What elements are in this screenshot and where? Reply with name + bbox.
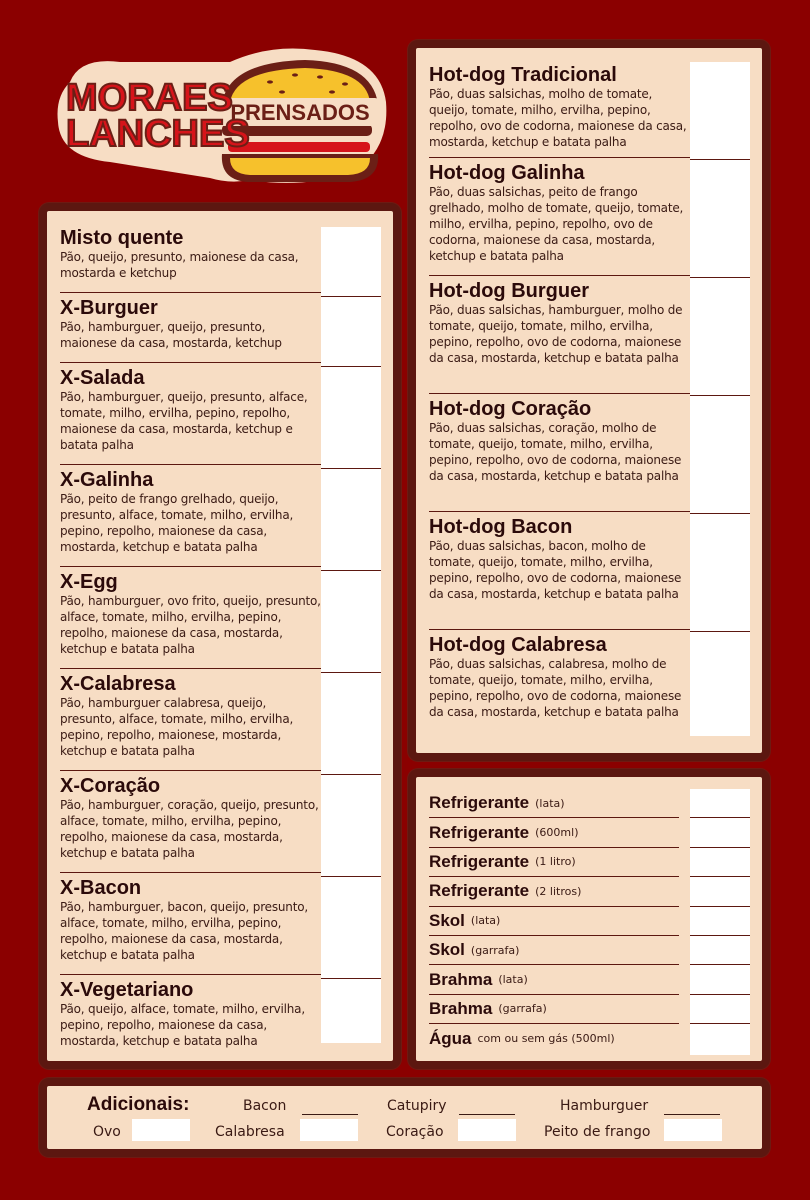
adicional-price-box [664, 1119, 722, 1141]
price-box [690, 907, 750, 936]
price-box [690, 965, 750, 994]
item-description: Pão, duas salsichas, coração, molho de tomate, queijo, tomate, milho, ervilha, pepino, repolho, ovo de codorna, maionese da casa, mostarda, ketchup e batata palha [429, 421, 682, 483]
drink-size: (garrafa) [498, 1002, 547, 1016]
price-box [321, 367, 381, 469]
item-name: X-Calabresa [60, 673, 176, 695]
item-description: Pão, peito de frango grelhado, queijo, presunto, alface, tomate, milho, ervilha, pepino, repolho, maionese da casa, mostarda, ketchup e batata palha [60, 492, 294, 554]
hotdog-panel [408, 40, 770, 761]
drink-name: Refrigerante [429, 881, 530, 901]
bebidas-price-column [690, 789, 750, 1055]
price-box [321, 227, 381, 297]
adicional-label: Coração [386, 1124, 444, 1140]
adicionais-title: Adicionais: [87, 1094, 190, 1115]
item-description: Pão, queijo, alface, tomate, milho, ervilha, pepino, repolho, maionese da casa, mostarda, ketchup e batata palha [60, 1002, 305, 1048]
menu-item [60, 223, 322, 293]
item-name: Hot-dog Burguer [429, 280, 589, 302]
adicional-price-box [132, 1119, 190, 1141]
price-box [321, 673, 381, 775]
adicional-label: Catupiry [387, 1098, 447, 1114]
menu-item [60, 465, 322, 567]
menu-item [60, 975, 322, 1061]
drink-item [429, 965, 679, 994]
drink-item [429, 907, 679, 936]
item-name: X-Egg [60, 571, 118, 593]
price-box [321, 979, 381, 1065]
drink-item [429, 877, 679, 906]
item-description: Pão, duas salsichas, peito de frango grelhado, molho de tomate, queijo, tomate, milho, ervilha, pepino, repolho, ovo de codorna, maionese da casa, mostarda, ketchup e batata palha [429, 185, 684, 263]
price-box [690, 160, 750, 278]
drink-name: Refrigerante [429, 793, 530, 813]
adicional-price-line [664, 1114, 720, 1115]
price-box [321, 469, 381, 571]
price-box [690, 632, 750, 750]
adicional-price-line [302, 1114, 358, 1115]
price-box [690, 848, 750, 877]
brand-subtitle [230, 100, 369, 125]
drink-size: (lata) [535, 796, 565, 810]
price-box [321, 775, 381, 877]
item-description: Pão, hamburguer, coração, queijo, presunto, alface, tomate, milho, ervilha, pepino, repolho, maionese da casa, mostarda, ketchup e batata palha [60, 798, 319, 860]
lanches-panel [39, 203, 401, 1069]
hotdog-list [429, 60, 691, 748]
price-box [321, 571, 381, 673]
price-box [321, 297, 381, 367]
item-name: X-Bacon [60, 877, 142, 899]
item-description: Pão, hamburguer, bacon, queijo, presunto, alface, tomate, milho, ervilha, pepino, repolho, maionese da casa, mostarda, ketchup e batata palha [60, 900, 308, 962]
drink-name: Brahma [429, 998, 493, 1018]
item-description: Pão, hamburguer, ovo frito, queijo, presunto, alface, tomate, milho, ervilha, pepino, repolho, maionese da casa, mostarda, ketchup e batata palha [60, 594, 321, 656]
drink-name: Refrigerante [429, 851, 530, 871]
lanches-price-column [321, 227, 381, 1043]
lanches-list [60, 223, 322, 1061]
item-description: Pão, hamburguer calabresa, queijo, presunto, alface, tomate, milho, ervilha, pepino, repolho, maionese, mostarda, ketchup e batata palha [60, 696, 294, 758]
menu-item [429, 60, 691, 158]
price-box [690, 936, 750, 965]
svg-text:LANCHES: LANCHES [66, 113, 250, 155]
price-box [690, 278, 750, 396]
brand-name [66, 77, 250, 155]
adicional-price-line [459, 1114, 515, 1115]
adicional-label: Ovo [93, 1124, 121, 1140]
adicional-label: Bacon [243, 1098, 287, 1114]
item-name: X-Coração [60, 775, 161, 797]
item-description: Pão, hamburguer, queijo, presunto, alface, tomate, milho, ervilha, pepino, repolho, maionese da casa, mostarda, ketchup e batata palha [60, 390, 308, 452]
svg-text:MORAES: MORAES [66, 77, 233, 119]
drink-size: (lata) [498, 973, 528, 987]
bebidas-list [429, 789, 679, 1054]
item-description: Pão, hamburguer, queijo, presunto, maionese da casa, mostarda, ketchup [60, 320, 282, 350]
drink-size: (garrafa) [470, 943, 520, 957]
bebidas-panel [408, 769, 770, 1069]
svg-text:PRENSADOS: PRENSADOS [230, 100, 370, 125]
drink-item [429, 818, 679, 847]
menu-item [429, 512, 691, 630]
adicional-label: Hamburguer [560, 1098, 649, 1114]
adicional-label: Peito de frango [544, 1124, 651, 1140]
adicional-price-box [300, 1119, 358, 1141]
menu-item [60, 669, 322, 771]
price-box [690, 995, 750, 1024]
menu-item [429, 630, 691, 748]
price-box [321, 877, 381, 979]
item-name: Hot-dog Coração [429, 398, 592, 420]
item-name: Hot-dog Calabresa [429, 634, 607, 656]
item-name: X-Vegetariano [60, 979, 194, 1001]
price-box [690, 396, 750, 514]
drink-size: (1 litro) [535, 855, 576, 869]
item-description: Pão, duas salsichas, hamburguer, molho de tomate, queijo, tomate, milho, ervilha, pepino, repolho, ovo de codorna, maionese da casa, mostarda, ketchup e batata palha [429, 303, 683, 365]
menu-item [60, 363, 322, 465]
brand-logo [50, 42, 390, 188]
item-description: Pão, duas salsichas, molho de tomate, queijo, tomate, milho, ervilha, pepino, repolho, ovo de codorna, maionese da casa, mostarda, ketchup e batata palha [429, 87, 687, 149]
item-description: Pão, queijo, presunto, maionese da casa, mostarda e ketchup [60, 250, 299, 280]
item-description: Pão, duas salsichas, calabresa, molho de tomate, queijo, tomate, milho, ervilha, pepino, repolho, ovo de codorna, maionese da casa, mostarda, ketchup e batata palha [429, 657, 682, 719]
item-name: X-Burguer [60, 297, 158, 319]
item-description: Pão, duas salsichas, bacon, molho de tomate, queijo, tomate, milho, ervilha, pepino, repolho, ovo de codorna, maionese da casa, mostarda, ketchup e batata palha [429, 539, 682, 601]
item-name: Misto quente [60, 227, 184, 249]
drink-item [429, 1024, 679, 1053]
drink-name: Skol [429, 940, 465, 960]
adicional-price-box [458, 1119, 516, 1141]
hotdog-price-column [690, 62, 750, 736]
drink-size: (2 litros) [535, 884, 582, 898]
drink-size: (lata) [470, 914, 501, 928]
price-box [690, 789, 750, 818]
menu-item [60, 293, 322, 363]
item-name: X-Salada [60, 367, 145, 389]
drink-size: com ou sem gás (500ml) [477, 1032, 615, 1046]
menu-item [60, 873, 322, 975]
price-box [690, 514, 750, 632]
menu-item [429, 158, 691, 276]
price-box [690, 62, 750, 160]
drink-name: Skol [429, 910, 465, 930]
adicionais-panel [39, 1078, 770, 1157]
drink-name: Água [429, 1028, 472, 1048]
item-name: Hot-dog Bacon [429, 516, 573, 538]
menu-item [429, 394, 691, 512]
menu-item [429, 276, 691, 394]
drink-name: Refrigerante [429, 822, 530, 842]
item-name: Hot-dog Galinha [429, 162, 585, 184]
drink-item [429, 789, 679, 818]
menu-item [60, 771, 322, 873]
adicional-label: Calabresa [215, 1124, 285, 1140]
drink-item [429, 848, 679, 877]
drink-item [429, 936, 679, 965]
drink-name: Brahma [429, 969, 493, 989]
price-box [690, 1024, 750, 1053]
item-name: X-Galinha [60, 469, 154, 491]
drink-size: (600ml) [535, 826, 579, 840]
item-name: Hot-dog Tradicional [429, 64, 617, 86]
price-box [690, 818, 750, 847]
price-box [690, 877, 750, 906]
drink-item [429, 995, 679, 1024]
menu-item [60, 567, 322, 669]
